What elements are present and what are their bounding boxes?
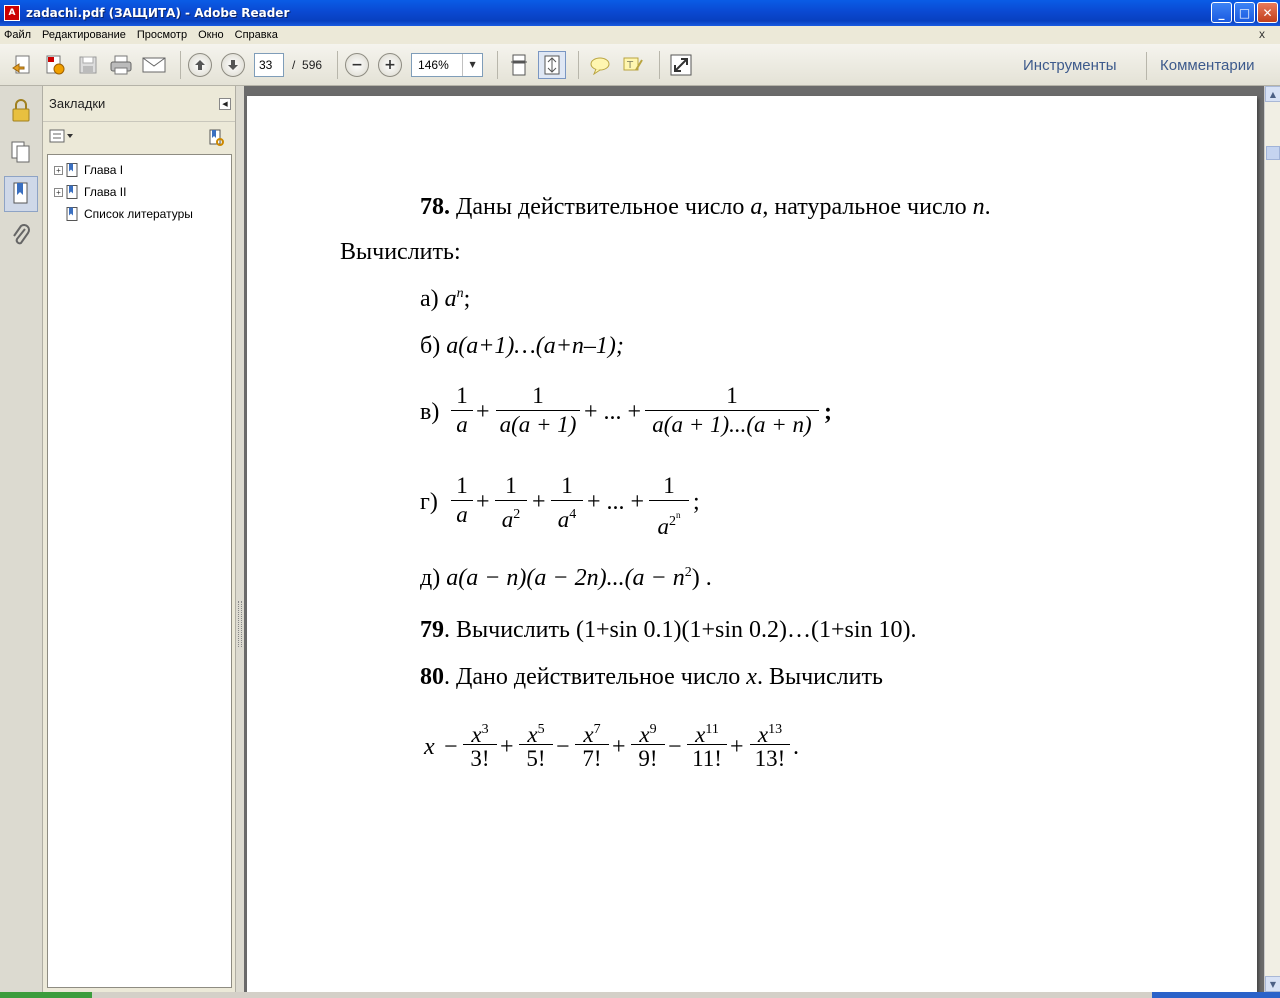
vertical-scrollbar[interactable]	[1264, 86, 1280, 992]
expression: a(a+1)…(a+n–1);	[446, 333, 624, 359]
denominator: 9!	[638, 746, 658, 771]
menu-bar	[0, 26, 1280, 44]
minus-sign: −	[668, 734, 682, 760]
plus-sign: +	[500, 734, 514, 760]
plus-sign: +	[730, 734, 744, 760]
svg-text:T: T	[627, 59, 634, 71]
bookmark-chapter-1[interactable]	[48, 159, 231, 181]
fraction	[496, 382, 580, 439]
highlight-text-icon[interactable]	[619, 51, 647, 79]
numerator: x	[639, 722, 650, 747]
title-bar	[0, 0, 1280, 26]
denominator: 13!	[754, 746, 786, 771]
plus-sign: +	[476, 399, 490, 425]
denominator: a	[456, 412, 468, 437]
page-separator: /	[292, 57, 296, 72]
denominator: 5!	[526, 746, 546, 771]
bookmark-label: Глава I	[84, 163, 124, 177]
comments-link[interactable]: Комментарии	[1160, 57, 1255, 74]
scroll-up-icon[interactable]: ▲	[1265, 86, 1280, 102]
expand-icon[interactable]: +	[54, 188, 63, 197]
scrolling-mode-icon[interactable]	[505, 51, 533, 79]
menu-edit[interactable]: Редактирование	[42, 29, 126, 41]
bookmarks-icon[interactable]	[4, 176, 38, 212]
close-document-icon[interactable]: x	[1259, 27, 1265, 41]
fit-page-icon[interactable]	[538, 51, 566, 79]
text: . Вычислить (1+sin 0.1)(1+sin 0.2)…(1+sin 10).	[444, 617, 917, 643]
denominator: a	[456, 502, 468, 527]
document-area	[244, 86, 1264, 992]
minus-sign: −	[556, 734, 570, 760]
period: .	[793, 734, 799, 760]
pdf-page	[247, 96, 1257, 992]
problem-80-statement	[420, 664, 883, 691]
scroll-down-icon[interactable]: ▼	[1265, 976, 1280, 992]
var: x	[424, 734, 435, 760]
expression: a(a − n)(a − 2n)...(a − n	[446, 565, 685, 591]
item-label: а)	[420, 286, 445, 312]
denominator: 11!	[692, 746, 722, 771]
zoom-in-button[interactable]: +	[378, 53, 402, 77]
sticky-note-icon[interactable]	[586, 51, 614, 79]
numerator: x	[471, 722, 482, 747]
close-window-button[interactable]: ✕	[1257, 2, 1278, 23]
numerator: 1	[532, 383, 544, 408]
exponent: 9	[649, 722, 657, 737]
exponent: 3	[481, 722, 489, 737]
bookmark-label: Список литературы	[84, 207, 193, 221]
page-number-input[interactable]: 33	[254, 53, 284, 77]
menu-file[interactable]: Файл	[4, 29, 32, 41]
expand-icon[interactable]: +	[54, 166, 63, 175]
bookmark-bibliography[interactable]	[48, 203, 231, 225]
bookmark-flag-icon	[66, 185, 78, 199]
window-title: zadachi.pdf (ЗАЩИТА) - Adobe Reader	[26, 6, 290, 20]
arrow-up-icon	[194, 59, 206, 71]
toolbar-separator	[337, 51, 338, 79]
previous-page-button[interactable]	[188, 53, 212, 77]
denominator: a	[557, 507, 570, 532]
zoom-out-button[interactable]: −	[345, 53, 369, 77]
exponent: n	[456, 286, 464, 301]
problem-number: 80	[420, 664, 444, 690]
start-button[interactable]	[0, 992, 92, 998]
scroll-thumb[interactable]	[1266, 146, 1280, 160]
series-term-3	[575, 716, 609, 773]
plus-sign: +	[476, 489, 490, 515]
exponent: 4	[569, 507, 577, 522]
text: . Дано действительное число	[444, 664, 747, 690]
menu-help[interactable]: Справка	[234, 29, 278, 41]
main-toolbar	[0, 44, 1280, 86]
attachments-icon[interactable]	[4, 218, 38, 254]
exponent: 13	[768, 722, 783, 737]
series-term-5	[687, 716, 727, 773]
zoom-value: 146%	[418, 57, 449, 72]
exponent: 2	[669, 514, 676, 529]
collapse-panel-icon[interactable]: ◀	[219, 98, 231, 110]
problem-78-statement	[420, 194, 991, 221]
text: .	[984, 194, 991, 220]
problem-number: 79	[420, 617, 444, 643]
item-d	[420, 565, 712, 592]
ellipsis-sum: + ... +	[587, 489, 645, 515]
numerator: 1	[456, 473, 468, 498]
denominator: 7!	[582, 746, 602, 771]
exponent: n	[676, 510, 681, 520]
chevron-down-icon[interactable]: ▼	[462, 54, 482, 76]
fraction	[451, 472, 473, 529]
security-lock-icon[interactable]	[4, 92, 38, 128]
text: , натуральное число	[762, 194, 973, 220]
text: ;	[463, 286, 471, 312]
full-screen-icon[interactable]	[667, 51, 695, 79]
bookmark-options-icon[interactable]	[49, 129, 75, 146]
var: a	[444, 286, 457, 312]
item-label: д)	[420, 565, 447, 591]
next-page-button[interactable]	[221, 53, 245, 77]
plus-sign: +	[532, 489, 546, 515]
pane-splitter[interactable]	[236, 86, 244, 992]
ellipsis-sum: + ... +	[584, 399, 642, 425]
text: Даны действительное число	[450, 194, 751, 220]
exponent: 11	[705, 722, 719, 737]
convert-pdf-icon[interactable]	[41, 51, 69, 79]
email-icon[interactable]	[140, 51, 168, 79]
adobe-reader-icon: A	[4, 5, 20, 21]
plus-sign: +	[612, 734, 626, 760]
denominator: a(a + 1)	[499, 412, 577, 437]
text: . Вычислить	[756, 664, 883, 690]
page-thumbnails-icon[interactable]	[4, 134, 38, 170]
toolbar-separator	[578, 51, 579, 79]
fraction	[451, 382, 473, 439]
item-g-label: г)	[420, 489, 438, 515]
text: ) .	[691, 565, 712, 591]
bookmark-label: Глава II	[84, 185, 127, 199]
toolbar-separator	[659, 51, 660, 79]
maximize-button[interactable]: □	[1234, 2, 1255, 23]
series-term-4	[631, 716, 665, 773]
series-x	[424, 734, 435, 761]
item-label: б)	[420, 333, 447, 359]
numerator: 1	[663, 473, 675, 498]
create-pdf-icon[interactable]	[8, 51, 36, 79]
numerator: 1	[456, 383, 468, 408]
semicolon: ;	[693, 489, 700, 515]
menu-view[interactable]: Просмотр	[136, 29, 188, 41]
fraction	[551, 472, 583, 532]
find-bookmark-icon[interactable]	[207, 129, 225, 150]
bookmarks-tree	[47, 154, 232, 988]
fraction	[649, 472, 689, 539]
fraction	[645, 382, 819, 439]
denominator: 3!	[470, 746, 490, 771]
bookmarks-panel	[43, 86, 236, 992]
numerator: x	[757, 722, 769, 747]
numerator: 1	[726, 383, 738, 408]
series-term-2	[519, 716, 553, 773]
compute-label: Вычислить:	[340, 239, 461, 265]
problem-79-statement	[420, 617, 917, 644]
bookmark-chapter-2[interactable]	[48, 181, 231, 203]
toolbar-separator	[1146, 52, 1147, 80]
arrow-down-icon	[227, 59, 239, 71]
bookmark-flag-icon	[66, 163, 78, 177]
bookmark-flag-icon	[66, 207, 78, 221]
system-tray	[1152, 992, 1280, 998]
tools-link[interactable]: Инструменты	[1023, 57, 1117, 74]
save-icon[interactable]	[74, 51, 102, 79]
page-total: 596	[302, 57, 323, 72]
denominator: a	[501, 507, 514, 532]
exponent: 2	[513, 507, 521, 522]
menu-window[interactable]: Окно	[198, 29, 224, 41]
numerator: 1	[561, 473, 573, 498]
series-term-1	[463, 716, 497, 773]
var: a	[750, 194, 763, 220]
var: x	[746, 664, 757, 690]
problem-number: 78.	[420, 194, 450, 220]
page-total-label	[292, 58, 322, 72]
exponent: 7	[593, 722, 601, 737]
toolbar-separator	[180, 51, 181, 79]
numerator: 1	[505, 473, 517, 498]
toolbar-separator	[497, 51, 498, 79]
exponent: 5	[537, 722, 545, 737]
denominator: a	[657, 514, 669, 539]
minus-sign: −	[444, 734, 458, 760]
bookmarks-title: Закладки	[49, 96, 106, 111]
denominator: a(a + 1)...(a + n)	[652, 412, 812, 437]
numerator: x	[527, 722, 538, 747]
item-v-label: в)	[420, 399, 440, 425]
navigation-pane	[0, 86, 43, 992]
numerator: x	[695, 722, 706, 747]
semicolon: ;	[824, 399, 832, 425]
series-term-6	[750, 716, 790, 773]
zoom-select[interactable]	[411, 53, 483, 77]
item-a	[420, 286, 470, 313]
print-icon[interactable]	[107, 51, 135, 79]
taskbar-strip	[0, 992, 1280, 998]
exponent: 2	[684, 565, 692, 580]
item-b	[420, 333, 624, 360]
minimize-button[interactable]: _	[1211, 2, 1232, 23]
fraction	[495, 472, 527, 532]
numerator: x	[583, 722, 594, 747]
var: n	[972, 194, 985, 220]
